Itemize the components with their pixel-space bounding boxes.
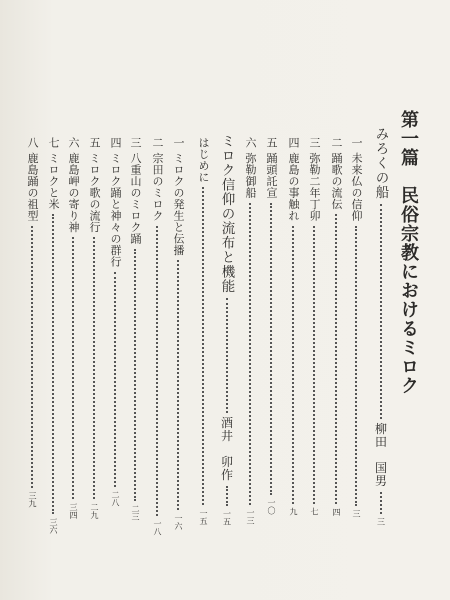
leader-dots [226,486,228,506]
entry-number: 三 [308,137,321,149]
section1-author: 柳田 国男 [373,422,388,488]
entry-page: 一三 [246,508,255,525]
entry-title: 鹿島の事触れ [287,152,300,222]
entry-page: 四 [332,508,341,516]
entry-page: 一六 [174,514,183,530]
entry-number: 一 [172,137,185,149]
toc-entry [68,137,79,519]
entry-title: 宗田のミロク [151,152,164,222]
entry-title: ミロク踊と神々の群行 [109,152,122,268]
entry-page: 一五 [199,509,208,525]
leader-dots [93,237,95,499]
section1-heading [373,127,387,526]
toc-entry [89,137,100,519]
entry-page: 三四 [69,503,78,519]
leader-dots [52,214,54,514]
leader-dots [380,204,382,419]
toc-entry [173,137,184,530]
entry-title: 踊歌の流伝 [330,152,343,210]
leader-dots [249,203,251,505]
leader-dots [177,260,179,510]
leader-dots [380,492,382,514]
toc-entry [351,137,362,518]
entry-page: 九 [289,507,298,516]
toc-entry [309,137,320,516]
entry-page: 二八 [111,490,120,507]
entry-title: ミロクと米 [47,152,60,210]
leader-dots [72,237,74,499]
entry-title: はじめに [197,137,210,183]
entry-title: 弥勒二年丁卯 [308,152,321,222]
entry-title: 未来仏の信仰 [350,152,363,222]
leader-dots [202,187,204,505]
leader-dots [292,226,294,504]
toc-entry [331,137,342,516]
entry-number: 五 [265,137,278,149]
entry-page: 三六 [49,518,58,534]
leader-dots [114,272,116,487]
leader-dots [31,226,33,488]
section2-author: 酒井 卯作 [219,416,234,482]
entry-number: 四 [287,137,300,149]
toc-entry [288,137,299,516]
entry-title: ミロクの発生と伝播 [172,152,185,256]
entry-number: 二 [151,137,164,149]
entry-title: ミロク歌の流行 [88,152,101,233]
leader-dots [226,298,228,413]
entry-page: 三九 [28,491,37,508]
entry-number: 八 [26,137,39,149]
part-title: 第一篇 民俗宗教におけるミロク [398,110,419,395]
toc-entry [245,137,256,525]
toc-entry-intro [198,137,209,525]
toc-entry [27,137,38,508]
entry-page: 一〇 [267,498,276,515]
entry-title: 鹿島踊の祖型 [26,152,39,222]
entry-page: 三 [352,509,361,518]
toc-entry [48,137,59,534]
entry-number: 六 [244,137,257,149]
leader-dots [313,226,315,504]
entry-number: 七 [47,137,60,149]
entry-page: 一八 [153,519,162,536]
entry-number: 五 [88,137,101,149]
entry-title: 鹿島岬の寄り神 [67,152,80,233]
toc-entry [110,137,121,507]
leader-dots [335,214,337,504]
leader-dots [270,203,272,495]
entry-page: 七 [310,507,319,516]
entry-page: 二九 [90,503,99,519]
entry-page: 二三 [131,504,140,521]
entry-title: 弥勒御船 [244,152,257,199]
toc-entry [152,137,163,536]
entry-title: 踊頭託宣 [265,152,278,199]
entry-number: 二 [330,137,343,149]
toc-entry [266,137,277,515]
toc-entry [130,137,141,521]
entry-number: 三 [129,137,142,149]
leader-dots [134,249,136,501]
section1-title: みろくの船 [372,127,389,200]
leader-dots [156,226,158,516]
section2-page: 一五 [222,509,232,526]
entry-number: 六 [67,137,80,149]
entry-number: 一 [350,137,363,149]
section2-heading [219,134,233,526]
leader-dots [355,226,357,506]
entry-number: 四 [109,137,122,149]
section1-page: 三 [376,517,386,526]
section2-title: ミロク信仰の流布と機能 [218,134,235,294]
entry-title: 八重山のミロク踊 [129,152,142,245]
